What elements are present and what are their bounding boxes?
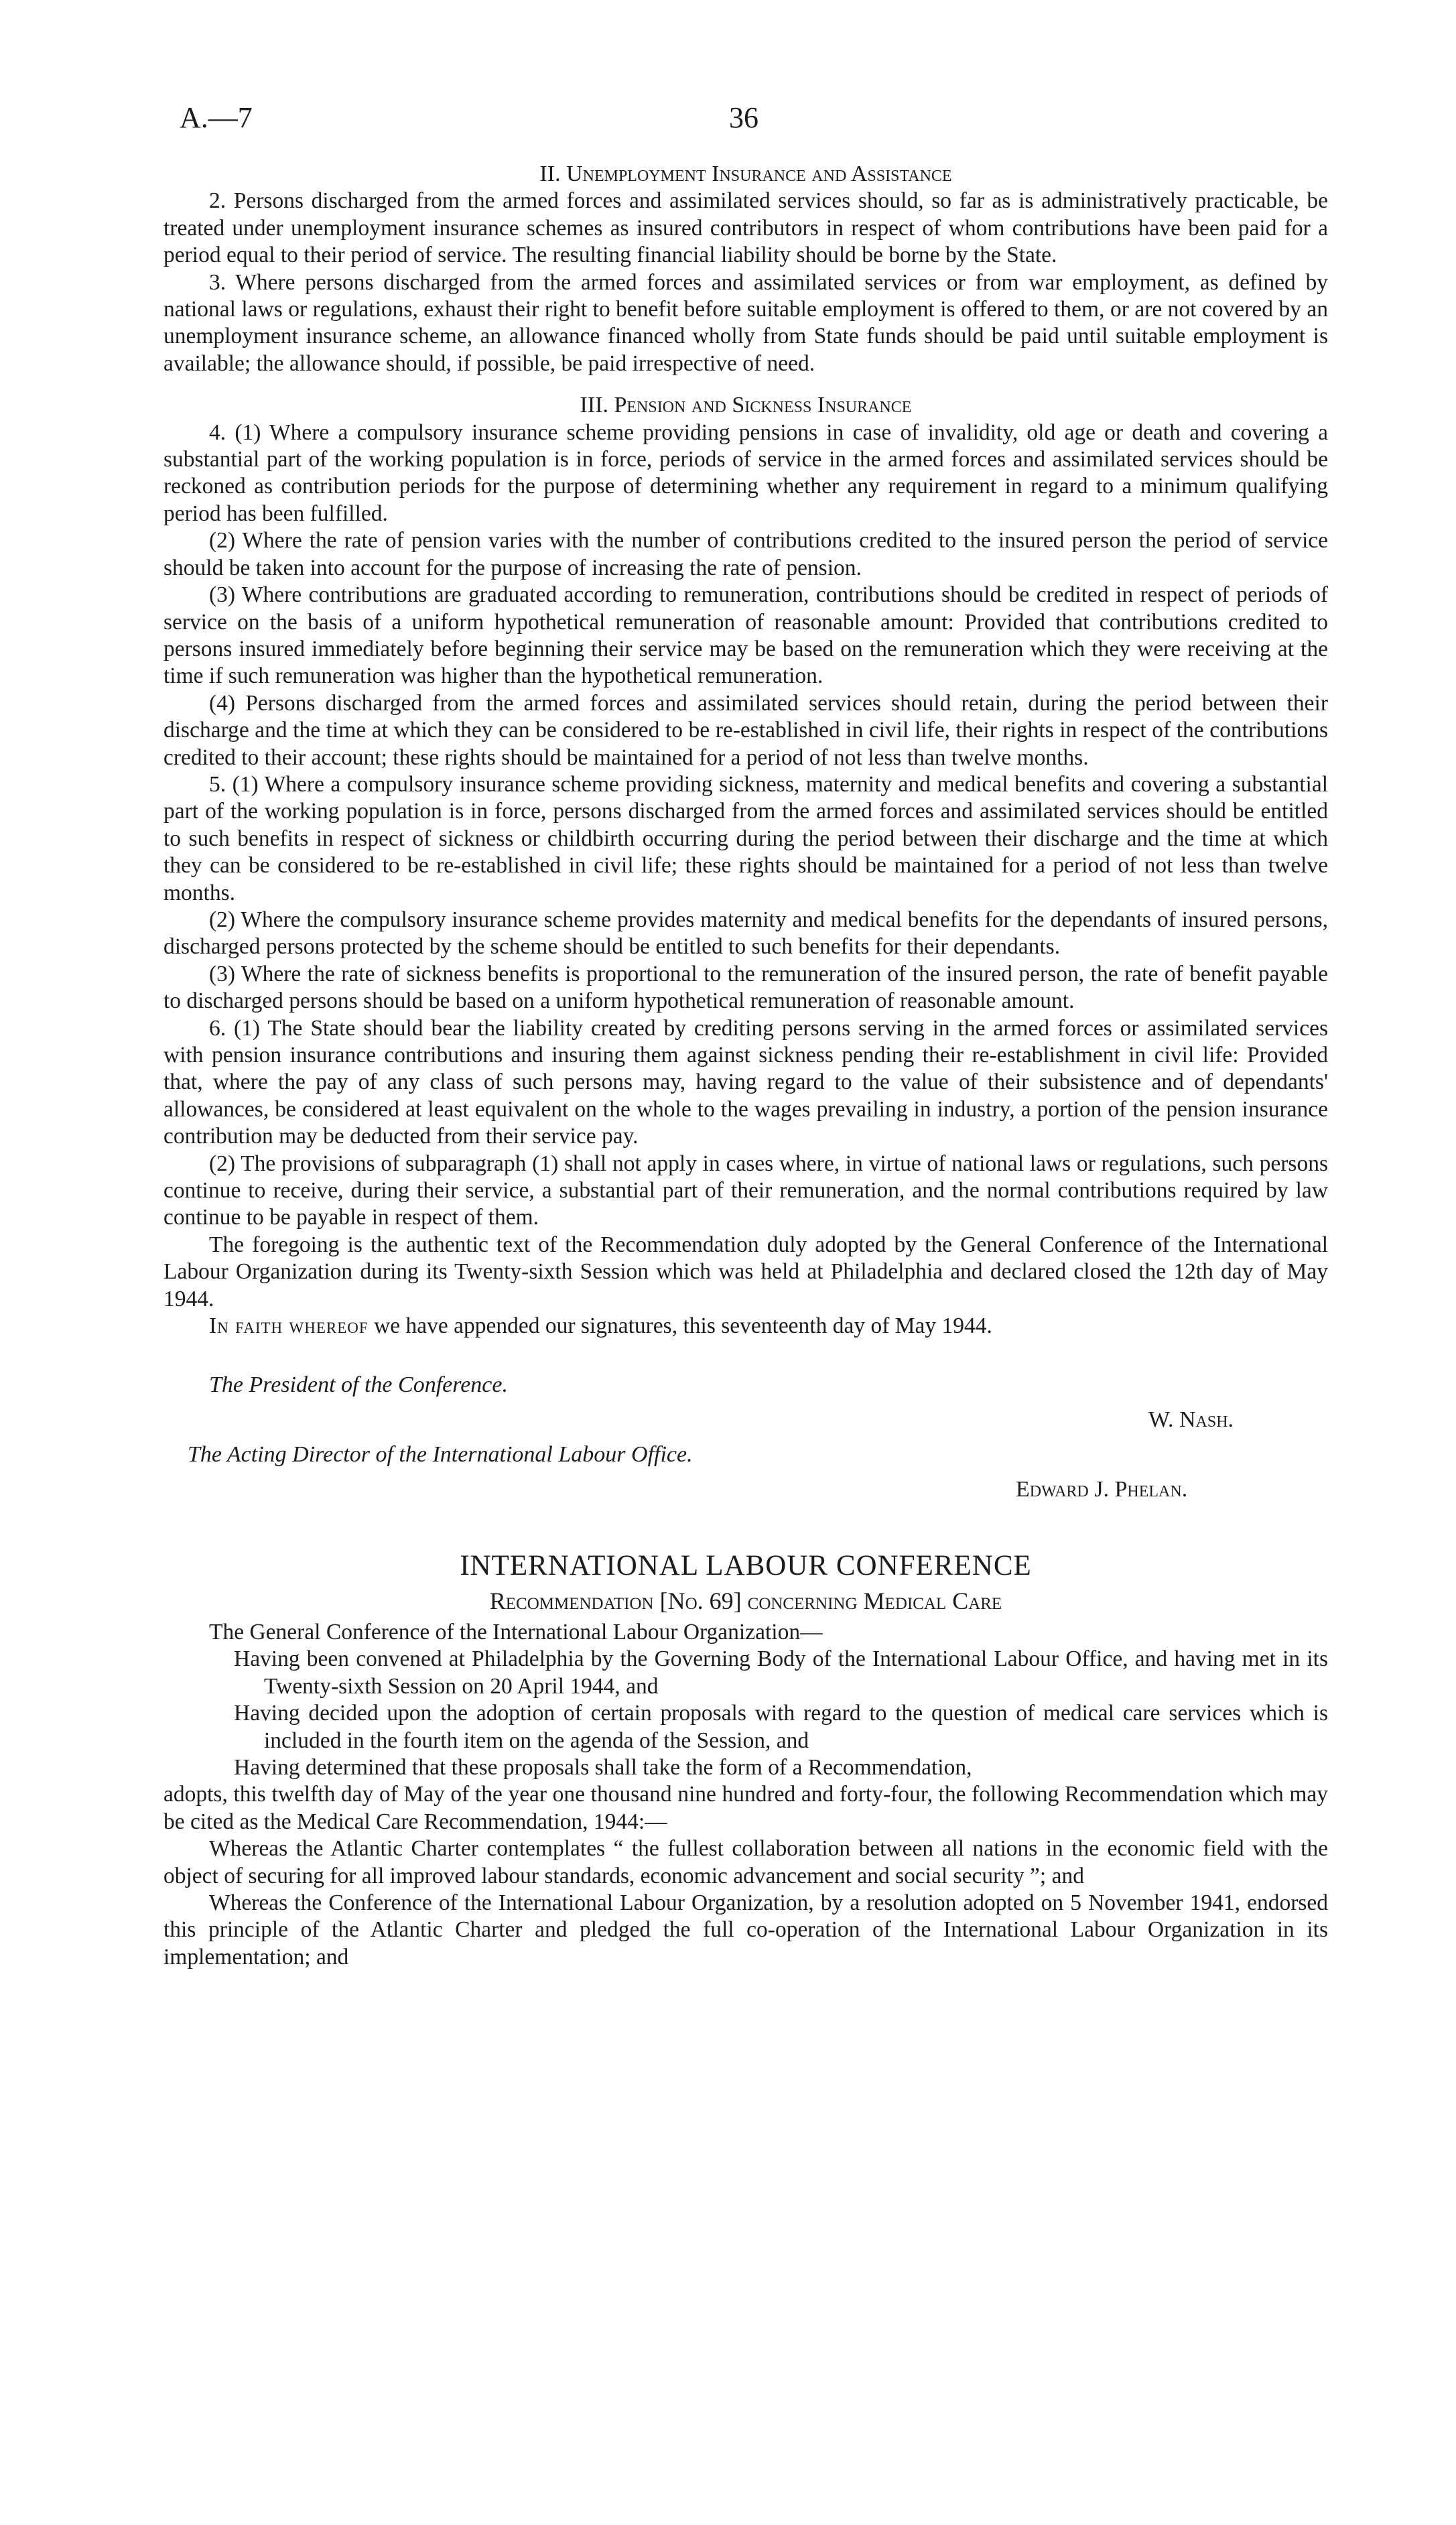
recommendation-title	[163, 1588, 1328, 1614]
director-label: The Acting Director of the International Labour Office.	[188, 1442, 693, 1468]
paragraph-2: 2. Persons discharged from the armed forces and assimilated services should, so far as is administratively practicable, be treated under unemployment insurance schemes as insured contributors in respect of whom contributions have been paid for a period equal to their period of service. The resulting financial liability should be borne by the State.	[163, 188, 1328, 268]
page-number: 36	[729, 101, 758, 134]
section-ii-heading: II. Unemployment Insurance and Assistance	[539, 161, 952, 186]
document-reference: A.—7	[180, 101, 253, 134]
recommendation-number: Recommendation [No. 69]	[489, 1588, 742, 1615]
president-label: The President of the Conference.	[209, 1372, 508, 1398]
director-signature: Edward J. Phelan.	[1016, 1477, 1188, 1502]
paragraph-6-2: (2) The provisions of subparagraph (1) shall not apply in cases where, in virtue of national laws or regulations, such persons continue to receive, during their service, a substantial part of their remuneration, and the normal contributions required by law continue to be payable in respect of them.	[163, 1151, 1328, 1230]
having-clause-2: Having decided upon the adoption of certain proposals with regard to the question of medical care services which is included in the fourth item on the agenda of the Session, and	[234, 1701, 1328, 1753]
conference-intro: The General Conference of the International Labour Organization—	[209, 1619, 823, 1644]
paragraph-6-1: 6. (1) The State should bear the liability created by crediting persons serving in the armed forces or assimilated services with pension insurance contributions and insuring them against sickness pending their re-establishment in civil life: Provided that, where the pay of any class of such persons may, having regard to the value of their subsistence and of dependants' allowances, be considered at least equivalent on the whole to the wages prevailing in industry, a portion of the pension insurance contribution may be deducted from their service pay.	[163, 1015, 1328, 1149]
signature-block	[163, 1358, 1328, 1526]
adopts-clause: adopts, this twelfth day of May of the year one thousand nine hundred and forty-four, the following Recommendation which may be cited as the Medical Care Recommendation, 1944:—	[163, 1782, 1328, 1834]
in-faith-whereof-lead: In faith whereof	[209, 1313, 369, 1339]
page-body	[163, 161, 1328, 1971]
in-faith-whereof	[163, 1313, 1328, 1340]
paragraph-5-2: (2) Where the compulsory insurance scheme provides maternity and medical benefits for the dependants of insured persons, discharged persons protected by the scheme should be entitled to such benefits for their dependants.	[163, 907, 1328, 960]
having-clause-3: Having determined that these proposals shall take the form of a Recommendation,	[234, 1754, 972, 1780]
paragraph-4-4: (4) Persons discharged from the armed forces and assimilated services should retain, during the period between their discharge and the time at which they can be considered to be re-established in civil life, their rights in respect of the contributions credited to their account; these rights should be maintained for a period of not less than twelve months.	[163, 690, 1328, 770]
president-signature: W. Nash.	[1148, 1407, 1234, 1433]
paragraph-4-3: (3) Where contributions are graduated according to remuneration, contributions should be credited in respect of periods of service on the basis of a uniform hypothetical remuneration of reasonable amount: Provided that contributions credited to persons insured immediately before beginning their service may be based on the remuneration which they were receiving at the time if such remuneration was higher than the hypothetical remuneration.	[163, 582, 1328, 689]
paragraph-3: 3. Where persons discharged from the armed forces and assimilated services or from war employment, as defined by national laws or regulations, exhaust their right to benefit before suitable employment is offered to them, or are not covered by an unemployment insurance scheme, an allowance financed wholly from State funds should be paid until suitable employment is available; the allowance should, if possible, be paid irrespective of need.	[163, 269, 1328, 376]
in-faith-whereof-rest: we have appended our signatures, this seventeenth day of May 1944.	[368, 1313, 992, 1339]
conference-title: INTERNATIONAL LABOUR CONFERENCE	[460, 1550, 1032, 1582]
whereas-clause-1: Whereas the Atlantic Charter contemplates “ the fullest collaboration between all nations in the economic field with the object of securing for all improved labour standards, economic advancement and social security ”; and	[163, 1836, 1328, 1888]
section-iii-heading: III. Pension and Sickness Insurance	[580, 393, 912, 418]
having-clause-1: Having been convened at Philadelphia by the Governing Body of the International Labour Office, and having met in its Twenty-sixth Session on 20 April 1944, and	[234, 1646, 1328, 1699]
whereas-clause-2: Whereas the Conference of the International Labour Organization, by a resolution adopted on 5 November 1941, endorsed this principle of the Atlantic Charter and pledged the full co-operation of the International Labour Organization in its implementation; and	[163, 1890, 1328, 1969]
page-header	[180, 101, 1299, 147]
paragraph-4-2: (2) Where the rate of pension varies with the number of contributions credited to the insured person the period of service should be taken into account for the purpose of increasing the rate of pension.	[163, 528, 1328, 580]
authentication-text: The foregoing is the authentic text of the Recommendation duly adopted by the General Conference of the International Labour Organization during its Twenty-sixth Session which was held at Philadelphia and declared closed the 12th day of May 1944.	[163, 1232, 1328, 1311]
paragraph-4-1: 4. (1) Where a compulsory insurance scheme providing pensions in case of invalidity, old age or death and covering a substantial part of the working population is in force, periods of service in the armed forces and assimilated services should be reckoned as contribution periods for the purpose of determining whether any requirement in regard to a minimum qualifying period has been fulfilled.	[163, 419, 1328, 526]
paragraph-5-3: (3) Where the rate of sickness benefits is proportional to the remuneration of the insured person, the rate of benefit payable to discharged persons should be based on a uniform hypothetical remuneration of reasonable amount.	[163, 961, 1328, 1014]
recommendation-subject: concerning Medical Care	[741, 1588, 1002, 1615]
paragraph-5-1: 5. (1) Where a compulsory insurance scheme providing sickness, maternity and medical benefits and covering a substantial part of the working population is in force, persons discharged from the armed forces and assimilated services should be entitled to such benefits in respect of sickness or childbirth occurring during the period between their discharge and the time at which they can be considered to be re-established in civil life; these rights should be maintained for a period of not less than twelve months.	[163, 771, 1328, 905]
